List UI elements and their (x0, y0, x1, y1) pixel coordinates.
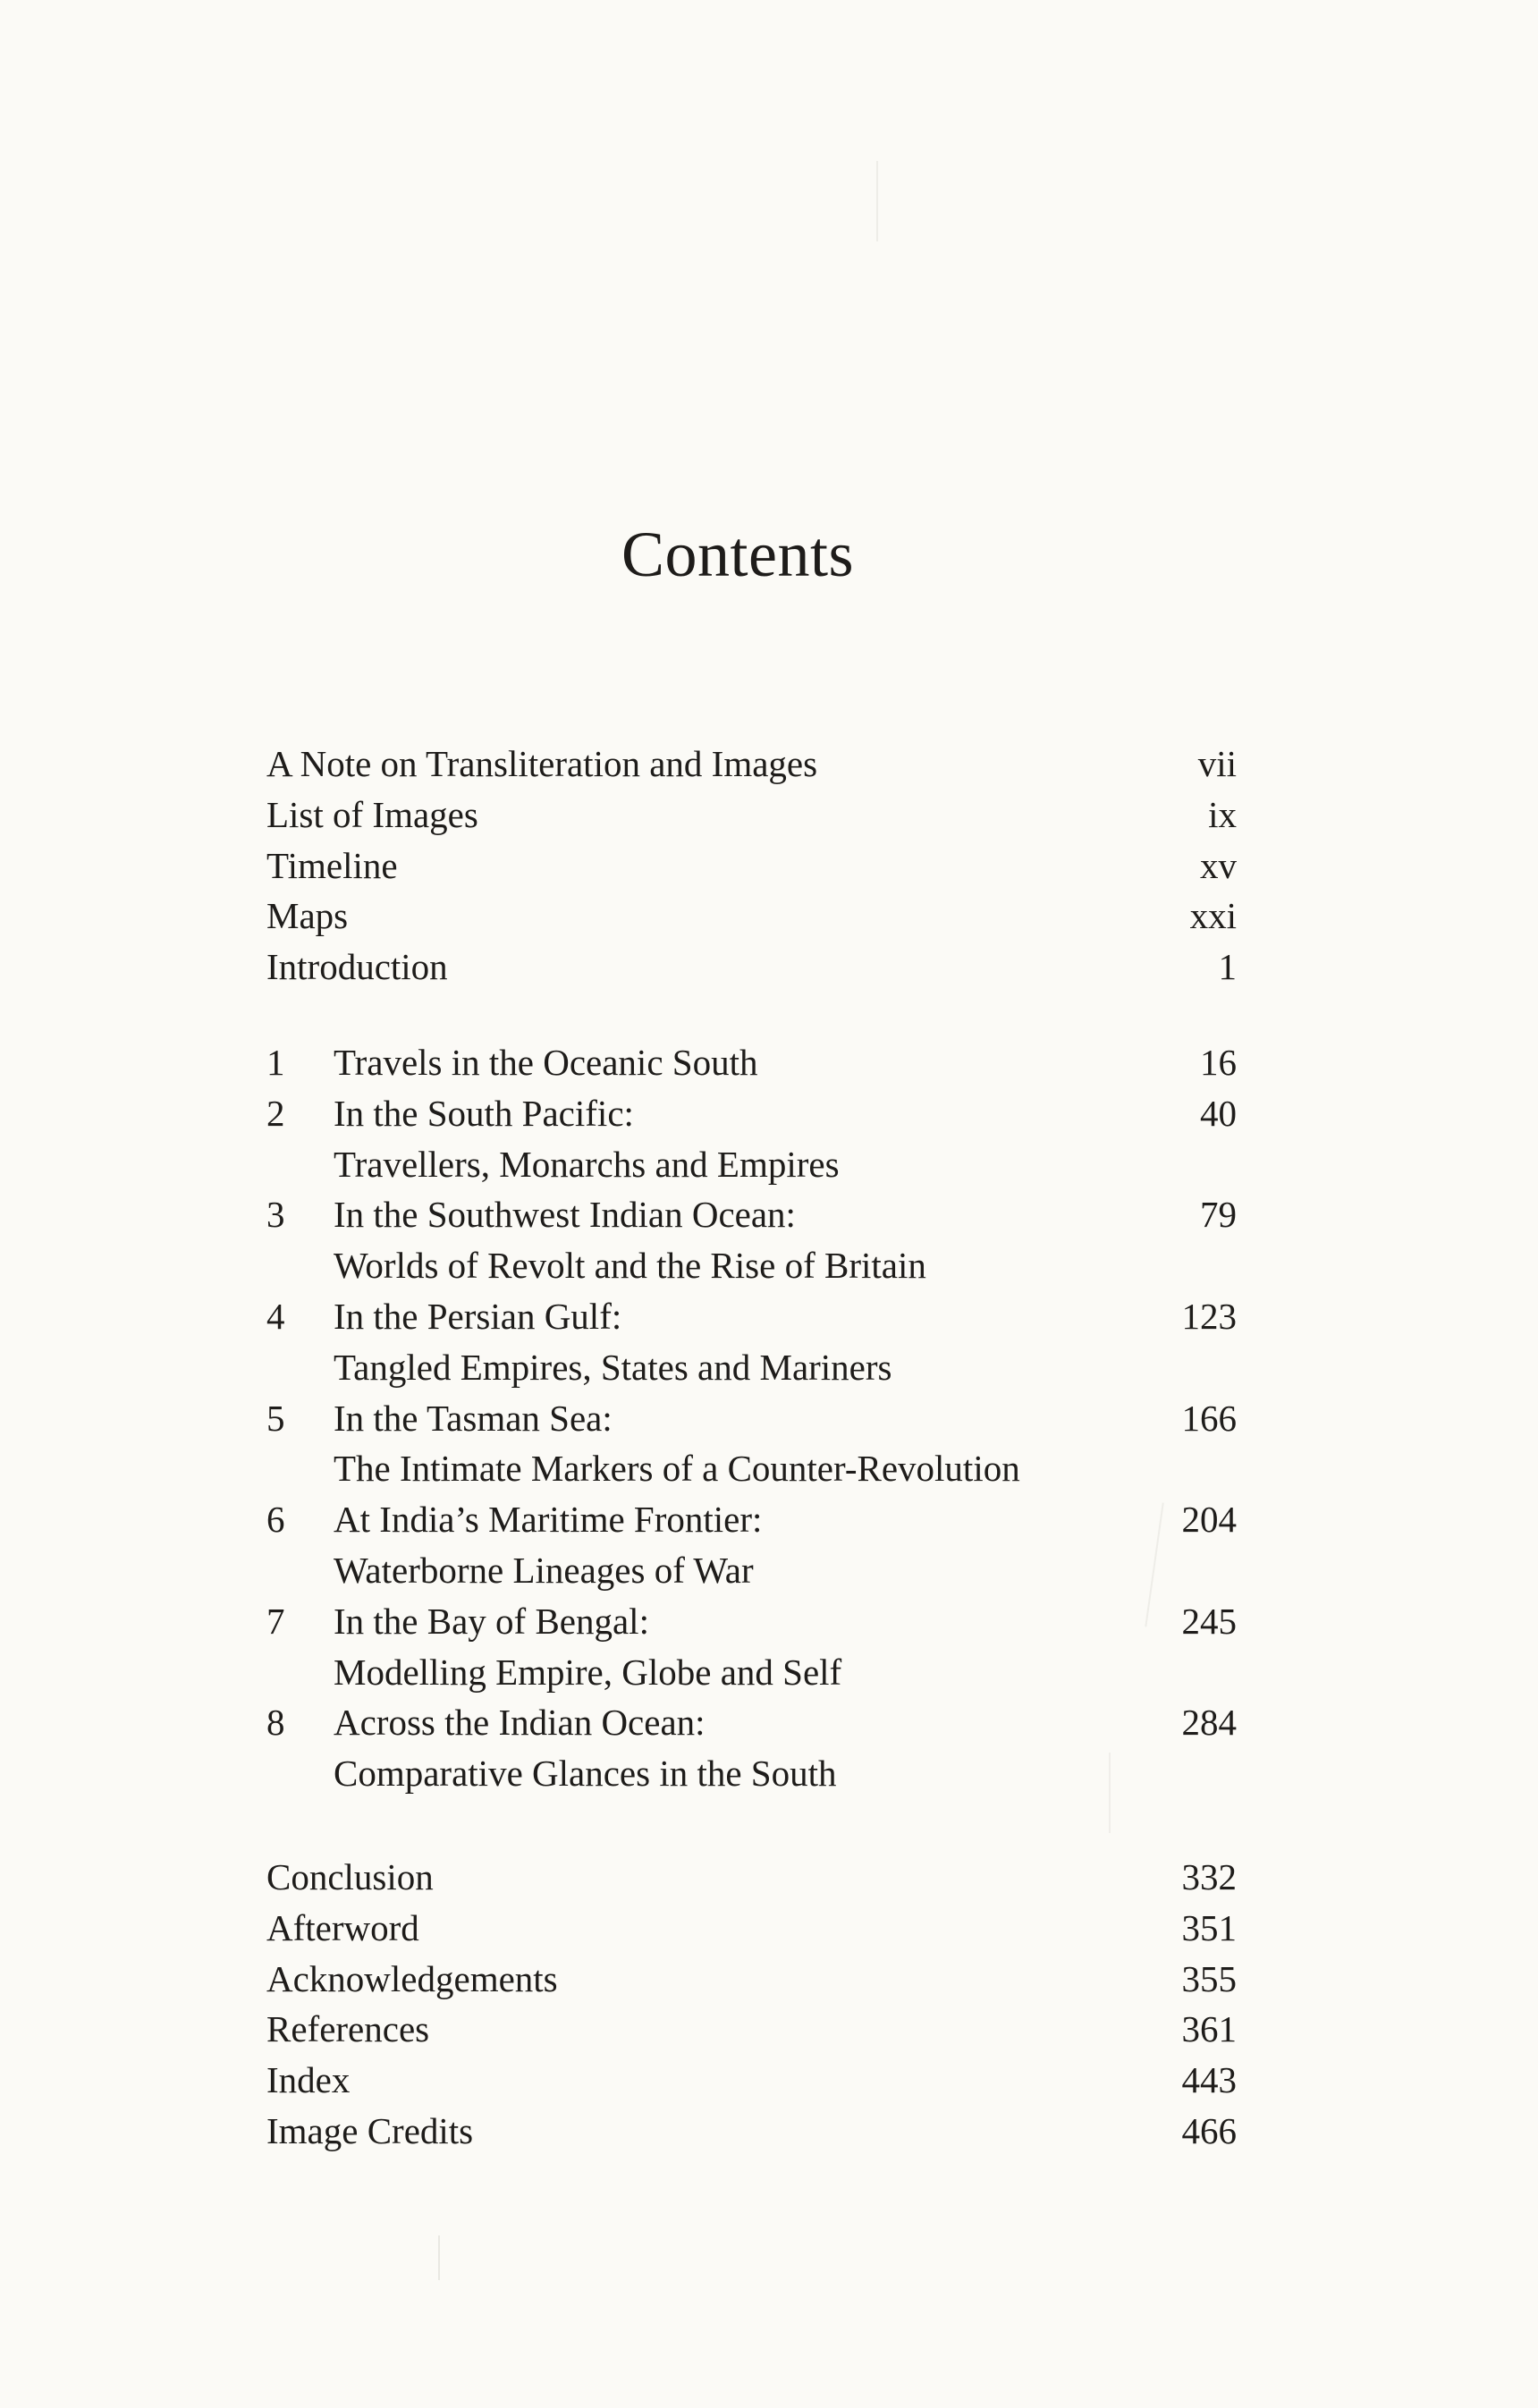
toc-entry[interactable] (266, 2055, 1237, 2106)
chapter-entry[interactable] (266, 1494, 1237, 1545)
chapter-entry[interactable] (266, 1291, 1237, 1342)
toc-entry[interactable] (266, 739, 1237, 790)
chapter-subtitle-row (266, 1545, 1237, 1596)
chapter-subtitle-row (266, 1240, 1237, 1291)
chapter-subtitle: Waterborne Lineages of War (334, 1549, 754, 1591)
chapter-number: 8 (266, 1702, 285, 1744)
chapter-entry[interactable] (266, 1037, 1237, 1088)
entry-page: 1 (1218, 946, 1237, 988)
chapter-page: 284 (1181, 1702, 1237, 1744)
entry-title: Conclusion (266, 1856, 434, 1897)
chapter-title: In the Tasman Sea: (334, 1397, 613, 1439)
chapter-page: 79 (1200, 1194, 1237, 1236)
chapter-title: In the Southwest Indian Ocean: (334, 1194, 796, 1236)
chapter-page: 123 (1181, 1295, 1237, 1337)
entry-title: Afterword (266, 1906, 419, 1948)
chapter-subtitle: Tangled Empires, States and Mariners (334, 1346, 892, 1388)
toc-entry[interactable] (266, 2106, 1237, 2157)
entry-title: References (266, 2008, 430, 2050)
entry-title: Acknowledgements (266, 1957, 558, 1999)
entry-title: A Note on Transliteration and Images (266, 743, 818, 784)
chapter-subtitle: Modelling Empire, Globe and Self (334, 1651, 842, 1693)
chapter-page: 166 (1181, 1397, 1237, 1439)
chapter-subtitle: Worlds of Revolt and the Rise of Britain (334, 1245, 926, 1287)
entry-page: ix (1208, 793, 1237, 835)
chapter-entry[interactable] (266, 1393, 1237, 1444)
entry-page: 351 (1181, 1906, 1237, 1948)
entry-page: xxi (1189, 895, 1237, 937)
chapter-number: 5 (266, 1397, 285, 1439)
entry-page: 466 (1181, 2109, 1237, 2151)
chapter-number: 6 (266, 1499, 285, 1541)
chapter-number: 4 (266, 1295, 285, 1337)
entry-title: Introduction (266, 946, 448, 988)
toc-entry[interactable] (266, 942, 1237, 993)
toc-entry[interactable] (266, 2004, 1237, 2055)
entry-title: Index (266, 2059, 351, 2101)
chapter-subtitle-row (266, 1443, 1237, 1494)
toc-entry[interactable] (266, 1954, 1237, 2005)
chapter-number: 3 (266, 1194, 285, 1236)
chapter-title: At India’s Maritime Frontier: (334, 1499, 763, 1541)
chapter-title: In the South Pacific: (334, 1092, 634, 1134)
chapter-subtitle-row (266, 1748, 1237, 1799)
chapter-page: 245 (1181, 1600, 1237, 1642)
chapter-list (266, 1037, 1237, 1799)
entry-page: 332 (1181, 1856, 1237, 1897)
toc-entry[interactable] (266, 1852, 1237, 1903)
chapter-subtitle: Travellers, Monarchs and Empires (334, 1143, 840, 1185)
front-matter-list (266, 739, 1237, 993)
page-title: Contents (621, 519, 854, 590)
chapter-subtitle: The Intimate Markers of a Counter-Revolution (334, 1448, 1020, 1490)
chapter-entry[interactable] (266, 1697, 1237, 1748)
entry-page: 443 (1181, 2059, 1237, 2101)
chapter-page: 16 (1200, 1042, 1237, 1083)
chapter-entry[interactable] (266, 1189, 1237, 1240)
chapter-entry[interactable] (266, 1088, 1237, 1139)
chapter-subtitle-row (266, 1342, 1237, 1393)
toc-entry[interactable] (266, 1903, 1237, 1954)
chapter-page: 204 (1181, 1499, 1237, 1541)
chapter-subtitle: Comparative Glances in the South (334, 1753, 837, 1795)
chapter-title: In the Bay of Bengal: (334, 1600, 649, 1642)
chapter-number: 2 (266, 1092, 285, 1134)
scan-mark (438, 2235, 440, 2280)
chapter-number: 7 (266, 1600, 285, 1642)
entry-title: List of Images (266, 793, 478, 835)
scan-mark (876, 161, 878, 241)
toc-entry[interactable] (266, 790, 1237, 841)
entry-title: Image Credits (266, 2109, 474, 2151)
chapter-page: 40 (1200, 1092, 1237, 1134)
entry-title: Timeline (266, 844, 398, 886)
entry-page: 361 (1181, 2008, 1237, 2050)
toc-entry[interactable] (266, 891, 1237, 942)
entry-page: 355 (1181, 1957, 1237, 1999)
toc-entry[interactable] (266, 841, 1237, 891)
chapter-number: 1 (266, 1042, 285, 1083)
chapter-subtitle-row (266, 1139, 1237, 1190)
chapter-title: Travels in the Oceanic South (334, 1042, 758, 1083)
chapter-title: In the Persian Gulf: (334, 1295, 622, 1337)
chapter-subtitle-row (266, 1647, 1237, 1698)
back-matter-list (266, 1852, 1237, 2157)
chapter-entry[interactable] (266, 1596, 1237, 1647)
entry-page: xv (1200, 844, 1237, 886)
entry-title: Maps (266, 895, 349, 937)
entry-page: vii (1197, 743, 1237, 784)
chapter-title: Across the Indian Ocean: (334, 1702, 706, 1744)
